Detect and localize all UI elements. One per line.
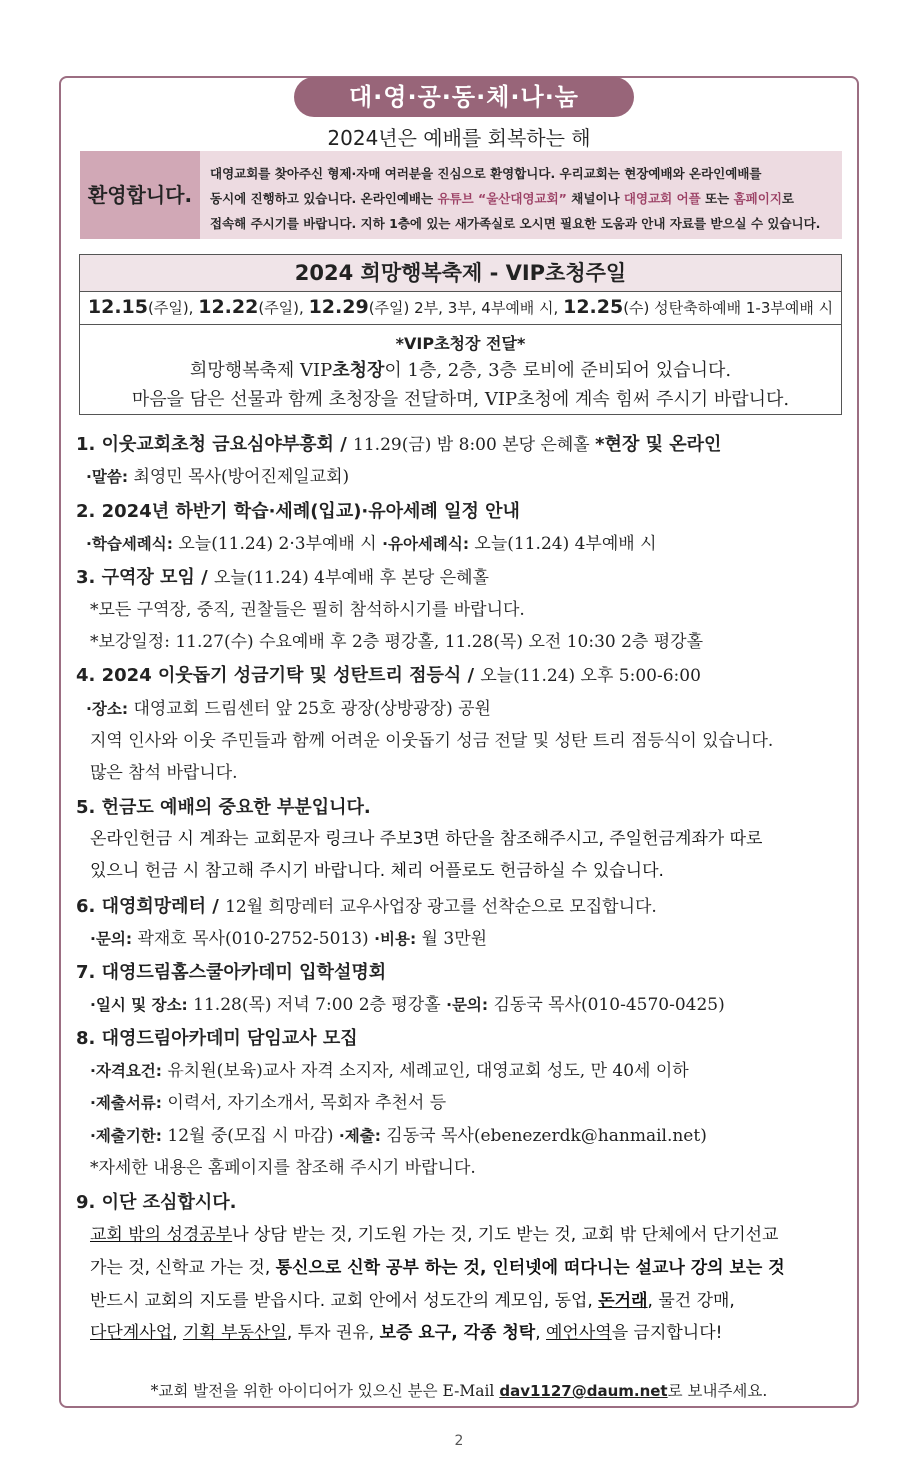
date-suffix: (수) 성탄축하예배 1-3부예배 시 — [623, 299, 834, 317]
text: *교회 발전을 위한 아이디어가 있으신 분은 E-Mail — [150, 1382, 500, 1400]
label: ·유아세례식: — [382, 535, 470, 553]
text: 을 금지합니다! — [611, 1323, 723, 1343]
date-suffix: (주일), — [258, 299, 309, 317]
date: 12.15 — [87, 296, 148, 318]
item-9-line-3 — [90, 1286, 735, 1311]
item-5-line-1: 온라인헌금 시 계좌는 교회문자 링크나 주보3면 하단을 참조해주시고, 주일헌금계좌가 따로 — [90, 829, 763, 849]
item-3-line-2: *보강일정: 11.27(수) 수요예배 후 2층 평강홀, 11.28(목) 오전 10:30 2층 평강홀 — [90, 632, 704, 652]
label: ·제출: — [338, 1127, 381, 1145]
text: 곽재호 목사(010-2752-5013) — [132, 929, 375, 949]
youtube-channel: 유튜브 “울산대영교회” — [437, 191, 567, 206]
homepage: 홈페이지 — [733, 191, 782, 206]
welcome-line-3: 접속해 주시기를 바랍니다. 지하 1층에 있는 새가족실로 오시면 필요한 도움과 안내 자료를 받으실 수 있습니다. — [210, 216, 821, 231]
heading-text: 3. 구역장 모임 / — [76, 567, 214, 588]
vip-box-title: *VIP초청장 전달* — [395, 334, 526, 353]
label: ·제출서류: — [90, 1094, 162, 1112]
church-app: 대영교회 어플 — [623, 191, 701, 206]
text: 유치원(보육)교사 자격 소지자, 세례교인, 대영교회 성도, 만 40세 이하 — [161, 1061, 689, 1081]
welcome-text: 로 — [781, 191, 794, 206]
vip-box — [79, 325, 842, 415]
banner-title: 대·영·공·동·체·나·눔 — [294, 77, 634, 117]
item-8-heading: 8. 대영드림아카데미 담임교사 모집 — [76, 1028, 358, 1049]
label: ·장소: — [86, 700, 129, 718]
item-4-heading — [76, 661, 701, 687]
heading-sub: 오늘(11.24) 4부예배 후 본당 은혜홀 — [213, 568, 489, 588]
item-9-line-4 — [90, 1318, 722, 1343]
text: 월 3만원 — [416, 929, 488, 949]
item-8-line-3 — [90, 1121, 707, 1146]
item-8-line-1 — [90, 1056, 689, 1081]
underlined-text: 다단계사업 — [90, 1323, 173, 1343]
text: 희망행복축제 VIP — [189, 360, 333, 381]
text: , 물건 강매, — [647, 1291, 735, 1311]
item-7-heading: 7. 대영드림홈스쿨아카데미 입학설명회 — [76, 962, 387, 983]
item-9-line-1 — [90, 1220, 778, 1245]
text: 11.28(목) 저녁 7:00 2층 평강홀 — [187, 995, 447, 1015]
welcome-line-2 — [210, 186, 834, 211]
banner-subtitle: 2024년은 예배를 회복하는 해 — [327, 126, 591, 150]
heading-sub: 12월 희망레터 교우사업장 광고를 선착순으로 모집합니다. — [225, 897, 657, 917]
text: 김동국 목사(010-4570-0425) — [488, 995, 725, 1015]
label: ·제출기한: — [90, 1127, 162, 1145]
item-3-heading — [76, 563, 489, 589]
text: , 투자 권유, — [286, 1323, 380, 1343]
heading-sub: 11.29(금) 밤 8:00 본당 은혜홀 — [353, 435, 596, 455]
text: 로 보내주세요. — [667, 1382, 768, 1400]
vip-header: 2024 희망행복축제 - VIP초청주일 — [79, 254, 842, 292]
item-4-line-2: 지역 인사와 이웃 주민들과 함께 어려운 이웃돕기 성금 전달 및 성탄 트리 점등식이 있습니다. — [90, 731, 774, 751]
footer-note — [0, 1379, 918, 1401]
heading-sub: 오늘(11.24) 오후 5:00-6:00 — [480, 666, 701, 686]
page-number: 2 — [454, 1433, 464, 1449]
text: 나 상담 받는 것, 기도원 가는 것, 기도 받는 것, 교회 밖 단체에서 단기선교 — [232, 1225, 779, 1245]
item-6-heading — [76, 892, 657, 918]
welcome-text: 채널이나 — [566, 191, 624, 206]
text: 12월 중(모집 시 마감) — [161, 1126, 339, 1146]
label: ·문의: — [90, 930, 133, 948]
label: ·자격요건: — [90, 1062, 162, 1080]
text: 최영민 목사(방어진제일교회) — [128, 467, 350, 487]
date: 12.29 — [308, 296, 369, 318]
item-4-line-3: 많은 참석 바랍니다. — [90, 763, 238, 783]
vip-dates — [79, 291, 842, 325]
heading-text: 4. 2024 이웃돕기 성금기탁 및 성탄트리 점등식 / — [76, 665, 481, 686]
underlined-text: 교회 밖의 성경공부 — [90, 1225, 233, 1245]
text-bold: 초청장 — [332, 360, 385, 381]
bold-text: 통신으로 신학 공부 하는 것, 인터넷에 떠다니는 설교나 강의 보는 것 — [275, 1258, 785, 1278]
label: ·문의: — [446, 996, 489, 1014]
text: , — [535, 1323, 546, 1343]
text: 오늘(11.24) 4부예배 시 — [469, 534, 657, 554]
item-9-heading: 9. 이단 조심합시다. — [76, 1192, 237, 1213]
underlined-bold-text: 돈거래 — [598, 1291, 648, 1311]
item-8-line-4: *자세한 내용은 홈페이지를 참조해 주시기 바랍니다. — [90, 1158, 476, 1178]
item-1-heading — [76, 430, 721, 456]
email-link[interactable]: dav1127@daum.net — [499, 1382, 668, 1400]
underlined-text: 예언사역 — [546, 1323, 612, 1343]
item-7-line-1 — [90, 990, 725, 1015]
label: ·일시 및 장소: — [90, 996, 188, 1014]
date-suffix: (주일) 2부, 3부, 4부예배 시, — [368, 299, 564, 317]
vip-box-line-2: 마음을 담은 선물과 함께 초청장을 전달하며, VIP초청에 계속 힘써 주시기 바랍니다. — [131, 389, 790, 410]
underlined-text: 기획 부동산일 — [182, 1323, 287, 1343]
date: 12.25 — [563, 296, 624, 318]
item-2-line-1 — [86, 529, 657, 554]
item-6-line-1 — [90, 924, 487, 949]
date: 12.22 — [198, 296, 259, 318]
text: 대영교회 드림센터 앞 25호 광장(상방광장) 공원 — [128, 699, 491, 719]
welcome-text: 동시에 진행하고 있습니다. 온라인예배는 — [210, 191, 438, 206]
text: 가는 것, 신학교 가는 것, — [90, 1258, 276, 1278]
vip-box-line-1 — [80, 356, 841, 382]
bold-text: 보증 요구, 각종 청탁 — [379, 1323, 536, 1343]
text: 이력서, 자기소개서, 목회자 추천서 등 — [161, 1093, 447, 1113]
item-3-line-1: *모든 구역장, 중직, 권찰들은 필히 참석하시기를 바랍니다. — [90, 600, 525, 620]
heading-text: 6. 대영희망레터 / — [76, 896, 226, 917]
item-2-heading: 2. 2024년 하반기 학습·세례(입교)·유아세례 일정 안내 — [76, 501, 520, 522]
item-4-line-1 — [86, 694, 491, 719]
item-5-heading: 5. 헌금도 예배의 중요한 부분입니다. — [76, 797, 371, 818]
text: 오늘(11.24) 2·3부예배 시 — [172, 534, 383, 554]
text: , — [172, 1323, 183, 1343]
label: ·학습세례식: — [86, 535, 173, 553]
welcome-body — [200, 151, 842, 239]
item-9-line-2 — [90, 1253, 785, 1278]
welcome-label: 환영합니다. — [80, 151, 200, 239]
heading-tail: *현장 및 온라인 — [595, 434, 722, 455]
label: ·비용: — [374, 930, 417, 948]
text: 반드시 교회의 지도를 받읍시다. 교회 안에서 성도간의 계모임, 동업, — [90, 1291, 599, 1311]
item-5-line-2: 있으니 헌금 시 참고해 주시기 바랍니다. 체리 어플로도 헌금하실 수 있습니다. — [90, 861, 664, 881]
welcome-line-1: 대영교회를 찾아주신 형제·자매 여러분을 진심으로 환영합니다. 우리교회는 현장예배와 온라인예배를 — [210, 166, 762, 181]
text: 이 1층, 2층, 3층 로비에 준비되어 있습니다. — [384, 360, 732, 381]
date-suffix: (주일), — [148, 299, 199, 317]
text: 김동국 목사(ebenezerdk@hanmail.net) — [380, 1126, 707, 1146]
item-8-line-2 — [90, 1088, 446, 1113]
item-1-line-1 — [86, 462, 349, 487]
heading-text: 1. 이웃교회초청 금요심야부흥회 / — [76, 434, 354, 455]
label: ·말씀: — [86, 468, 129, 486]
welcome-text: 또는 — [700, 191, 734, 206]
